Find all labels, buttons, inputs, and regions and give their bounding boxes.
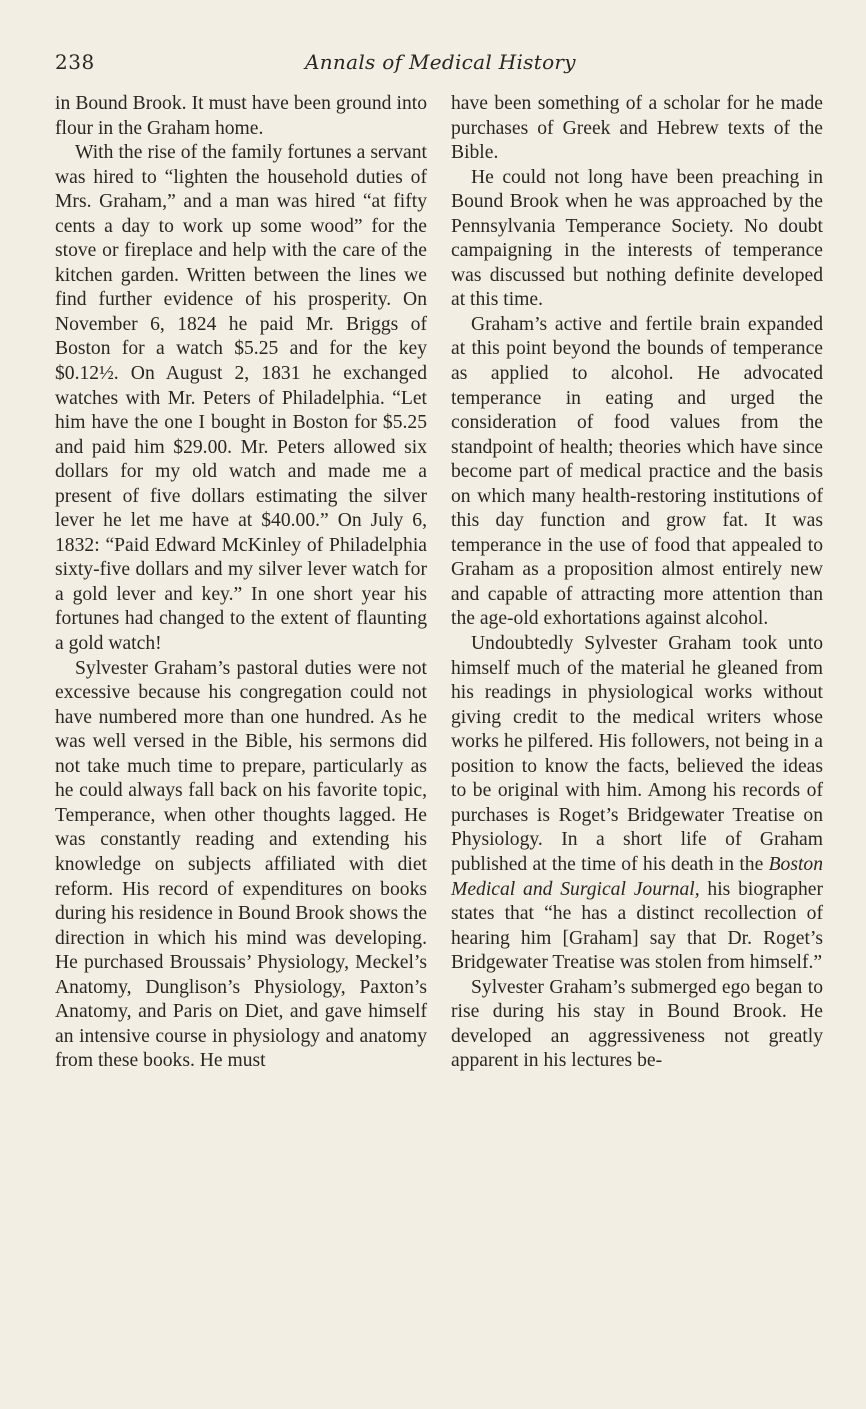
running-title: Annals of Medical History [305,50,576,74]
left-column [55,92,427,1074]
right-paragraph-4-text-b: his biographer states that “he has a distinct recollection of hearing him [Graham] say that Dr. Roget’s Bridgewater Treatise was stolen from himself.” [451,878,823,974]
left-paragraph-1: in Bound Brook. It must have been ground into flour in the Graham home. [55,93,427,139]
page-number: 238 [55,50,95,74]
right-column [451,92,823,1074]
right-paragraph-4-text-a: Undoubtedly Sylvester Graham took unto himself much of the material he gleaned from his readings in physiological works without giving credit to the medical writers whose works he pilfered. His followers, not being in a position to know the facts, believed the ideas to be original with him. Among his records of purchases is Roget’s Bridgewater Treatise on Physiology. In a short life of Graham published at the time of his death in the [451,633,823,875]
right-paragraph-5: Sylvester Graham’s submerged ego began to rise during his stay in Bound Brook. He developed an aggressiveness not greatly apparent in his lectures be- [451,976,823,1072]
left-paragraph-3: Sylvester Graham’s pastoral duties were not excessive because his congregation could not have numbered more than one hundred. As he was well versed in the Bible, his sermons did not take much time to prepare, particularly as he could always fall back on his favorite topic, Temperance, when other thoughts lagged. He was constantly reading and extending his knowledge on subjects affiliated with diet reform. His record of expenditures on books during his residence in Bound Brook shows the direction in which his mind was developing. He purchased Broussais’ Physiology, Meckel’s Anatomy, Dunglison’s Physiology, Paxton’s Anatomy, and Paris on Diet, and gave himself an intensive course in physiology and anatomy from these books. He must [55,657,427,1072]
right-paragraph-1: have been something of a scholar for he made purchases of Greek and Hebrew texts of the Bible. [451,93,823,164]
right-paragraph-4 [451,632,823,976]
right-paragraph-2: He could not long have been preaching in Bound Brook when he was approached by the Pennsylvania Temperance Society. No doubt campaigning in the interests of temperance was discussed but nothing definite developed at this time. [451,166,823,311]
page-header [55,50,825,80]
right-paragraph-3: Graham’s active and fertile brain expanded at this point beyond the bounds of temperance as applied to alcohol. He advocated temperance in eating and urged the consideration of food values from the standpoint of health; theories which have since become part of medical practice and the basis on which many health-restoring institutions of this day function and grow fat. It was temperance in the use of food that appealed to Graham as a proposition almost entirely new and capable of attracting more attention than the age-old exhortations against alcohol. [451,313,823,630]
journal-title: Boston Medical and Surgical Journal, [451,853,823,900]
left-paragraph-2: With the rise of the family fortunes a servant was hired to “lighten the household duties of Mrs. Graham,” and a man was hired “at fifty cents a day to work up some wood” for the stove or fireplace and help with the care of the kitchen garden. Written between the lines we find further evidence of his prosperity. On November 6, 1824 he paid Mr. Briggs of Boston for a watch $5.25 and for the key $0.12½. On August 2, 1831 he exchanged watches with Mr. Peters of Philadelphia. “Let him have the one I bought in Boston for $5.25 and paid him $29.00. Mr. Peters allowed six dollars for my old watch and made me a present of five dollars estimating the silver lever he let me have at $40.00.” On July 6, 1832: “Paid Edward McKinley of Philadelphia sixty-five dollars and my silver lever watch for a gold lever and key.” In one short year his fortunes had changed to the extent of flaunting a gold watch! [55,142,427,655]
